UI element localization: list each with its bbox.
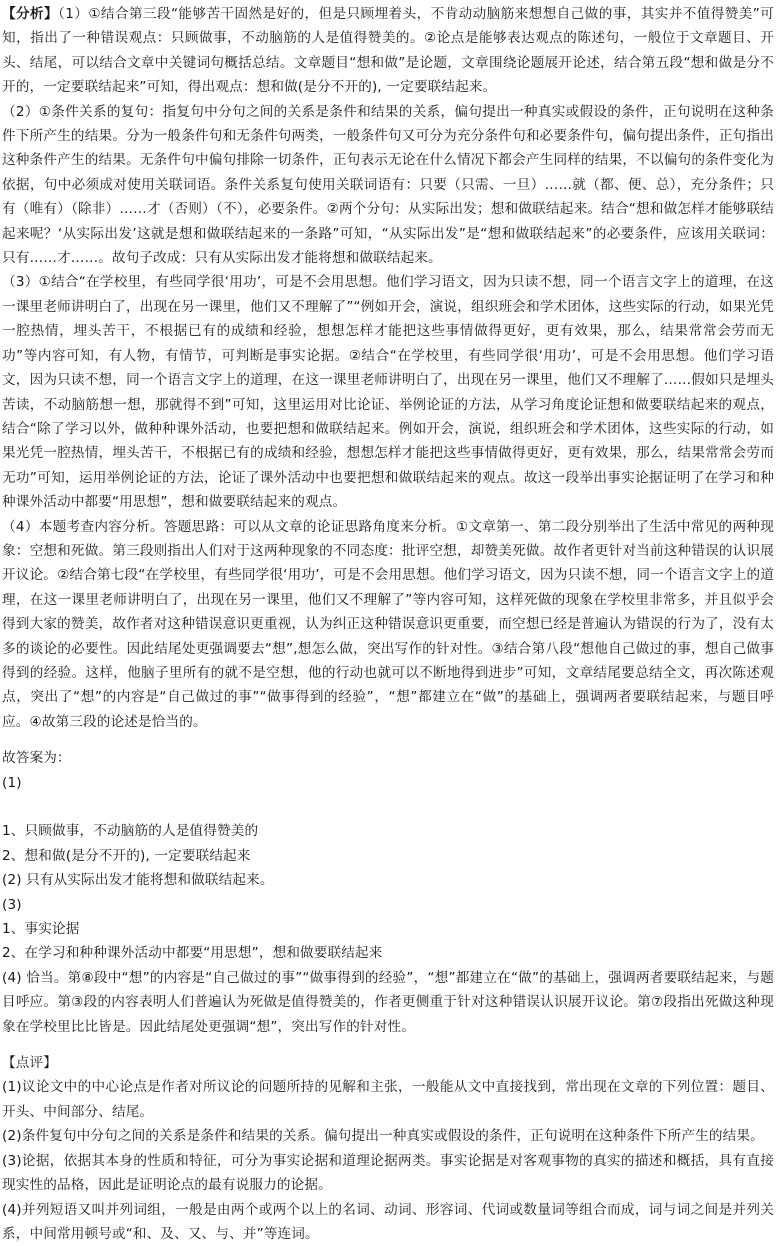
analysis-part-4: （4）本题考查内容分析。答题思路：可以从文章的论证思路角度来分析。①文章第一、第二段分别举出了生活中常见的两种现象：空想和死做。第三段则指出人们对于这两种现象的不同态度：批评空想，却赞美死做。故作者更针对当前这种错误的认识展开议论。②结合第七段“在学校里，有些同学很‘用功’，可是不会用思想。他们学习语文，因为只读不想，同一个语言文字上的道理，在这一课里老师讲明白了，出现在另一课里，他们又不理解了”等内容可知，这样死做的现象在学校里非常多，并且似乎会得到大家的赞美，故作者对这种错误意识更重视，认为纠正这种错误意识更重要，而空想已经是普遍认为错误的行为了，没有太多的谈论的必要性。因此结尾处更强调要去“想”,想怎么做，突出写作的针对性。③结合第八段“想他自己做过的事，想自己做事得到的经验。这样，他脑子里所有的就不是空想，他的行动也就可以不断地得到进步”可知，文章结尾要总结全文，再次陈述观点，突出了“想”的内容是“自己做过的事”“做事得到的经验”，“想”都建立在“做”的基础上，强调两者要联结起来，与题目呼应。④故第三段的论述是恰当的。 [2, 515, 774, 735]
comment-4: (4)并列短语又叫并列词组，一般是由两个或两个以上的名词、动词、形容词、代词或数量词等组合而成，词与词之间是并列关系，中间常用顿号或“和、及、又、与、并”等连词。 [2, 1198, 774, 1246]
analysis-part-1-text: （1）①结合第三段“能够苦干固然是好的，但是只顾埋着头，不肯动动脑筋来想想自己做的事，其实并不值得赞美”可知，指出了一种错误观点：只顾做事，不动脑筋的人是值得赞美的。②论点是能够表达观点的陈述句，一般位于文章题目、开头、结尾，可以结合文章中关键词句概括总结。文章题目“想和做”是论题，文章围绕论题展开论述，结合第五段“想和做是分不开的，一定要联结起来”可知，得出观点：想和做(是分不开的), 一定要联结起来。 [2, 6, 774, 95]
answer-intro: 故答案为： [2, 746, 774, 770]
analysis-tag: 【分析】 [2, 6, 58, 22]
comment-1: (1)议论文中的中心论点是作者对所议论的问题所持的见解和主张，一般能从文中直接找到，常出现在文章的下列位置：题目、开头、中间部分、结尾。 [2, 1075, 774, 1124]
answer-q3-item-1: 1、事实论据 [2, 917, 774, 941]
answer-q1-blank [2, 795, 774, 819]
comment-2: (2)条件复句中分句之间的关系是条件和结果的关系。偏句提出一种真实或假设的条件，正句说明在这种条件下所产生的结果。 [2, 1124, 774, 1148]
analysis-part-2: （2）①条件关系的复句：指复句中分句之间的关系是条件和结果的关系，偏句提出一种真实或假设的条件，正句说明在这种条件下所产生的结果。分为一般条件句和无条件句两类，一般条件句又可分为充分条件句和必要条件句，偏句提出条件，正句指出这种条件产生的结果。无条件句中偏句排除一切条件，正句表示无论在什么情况下都会产生同样的结果，不以偏句的条件变化为依据，句中必须成对使用关联词语。条件关系复句使用关联词语有：只要（只需、一旦）……就（都、便、总），充分条件；只有（唯有）（除非）……才（否则）（不），必要条件。②两个分句：从实际出发；想和做联结起来。结合“想和做怎样才能够联结起来呢？‘从实际出发’这就是想和做联结起来的一条路”可知，“从实际出发”是“想和做联结起来”的必要条件，应该用关联词：只有……才……。故句子改成：只有从实际出发才能将想和做联结起来。 [2, 100, 774, 271]
analysis-part-1 [2, 2, 774, 100]
answer-q4: (4) 恰当。第⑧段中“想”的内容是“自己做过的事”“做事得到的经验”，“想”都建立在“做”的基础上，强调两者要联结起来，与题目呼应。第③段的内容表明人们普遍认为死做是值得赞美的，作者更侧重于针对这种错误认识展开议论。第⑦段指出死做这种现象在学校里比比皆是。因此结尾处更强调“想”，突出写作的针对性。 [2, 966, 774, 1039]
answer-q1-number: (1) [2, 771, 774, 795]
answer-q3-item-2: 2、在学习和种种课外活动中都要“用思想”，想和做要联结起来 [2, 941, 774, 965]
analysis-part-3: （3）①结合“在学校里，有些同学很‘用功’，可是不会用思想。他们学习语文，因为只读不想，同一个语言文字上的道理，在这一课里老师讲明白了，出现在另一课里，他们又不理解了”“例如开会，演说，组织班会和学术团体，这些实际的行动，如果光凭一腔热情，埋头苦干，不根据已有的成绩和经验，想想怎样才能把这些事情做得更好，更有效果，那么，结果常常会劳而无功”等内容可知，有人物，有情节，可判断是事实论据。②结合“在学校里，有些同学很‘用功’，可是不会用思想。他们学习语文，因为只读不想，同一个语言文字上的道理，在这一课里老师讲明白了，出现在另一课里，他们又不理解了……假如只是埋头苦读，不动脑筋想一想，那就得不到”可知，这里运用对比论证、举例论证的方法，从学习角度论证想和做要联结起来的观点，结合“除了学习以外，做种种课外活动，也要把想和做联结起来。例如开会，演说，组织班会和学术团体，这些实际的行动，如果光凭一腔热情，埋头苦干，不根据已有的成绩和经验，想想怎样才能把这些事情做得更好，更有效果，那么，结果常常会劳而无功”可知，运用举例论证的方法，论证了课外活动中也要把想和做联结起来的观点。故这一段举出事实论据证明了在学习和种种课外活动中都要“用思想”，想和做要联结起来的观点。 [2, 270, 774, 514]
answer-q2: (2) 只有从实际出发才能将想和做联结起来。 [2, 868, 774, 892]
answer-q1-item-1: 1、只顾做事，不动脑筋的人是值得赞美的 [2, 819, 774, 843]
comment-3: (3)论据，依据其本身的性质和特征，可分为事实论据和道理论据两类。事实论据是对客观事物的真实的描述和概括，具有直接现实性的品格，因此是证明论点的最有说服力的论据。 [2, 1149, 774, 1198]
comment-tag: 【点评】 [2, 1051, 774, 1075]
answer-q3-number: (3) [2, 893, 774, 917]
answer-q1-item-2: 2、想和做(是分不开的), 一定要联结起来 [2, 844, 774, 868]
